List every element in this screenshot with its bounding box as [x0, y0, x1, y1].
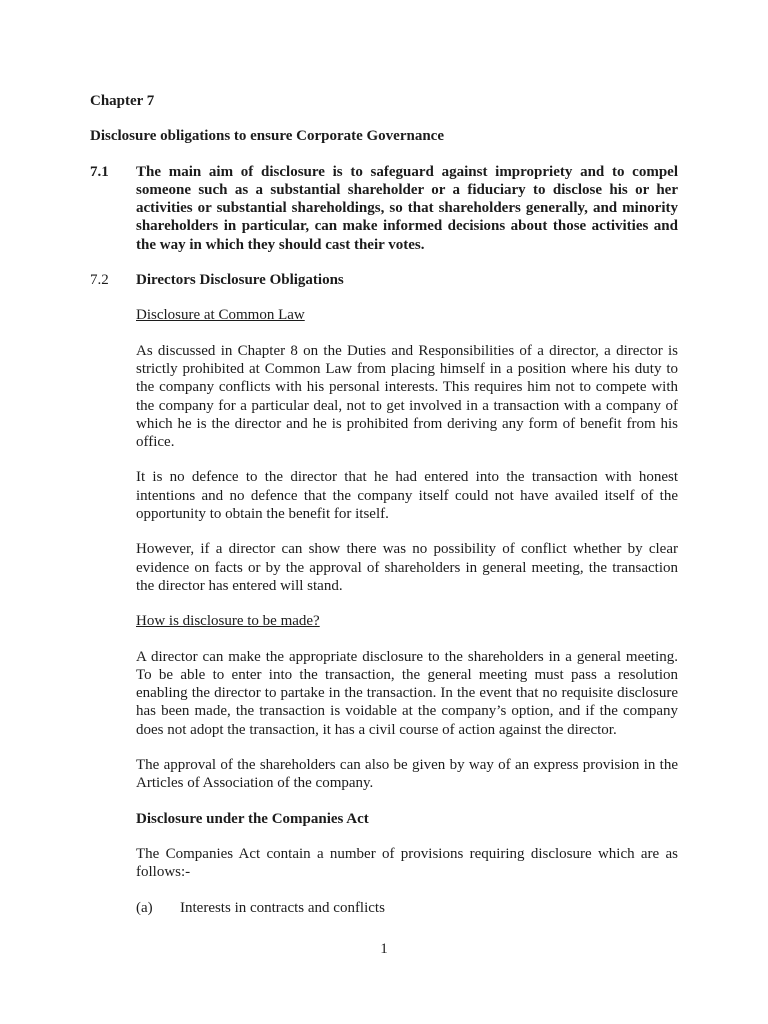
paragraph-how-disclosure-1: A director can make the appropriate disclosure to the shareholders in a general meeting. To be able to enter into the transaction, the general meeting must pass a resolution enabling the director to partake in the transaction. In the event that no requisite disclosure has been made, the transaction is voidable at the company’s option, and if the company does not adopt the transaction, it has a civil course of action against the director.	[136, 648, 678, 738]
paragraph-companies-act-intro: The Companies Act contain a number of provisions requiring disclosure which are as follows:-	[136, 845, 678, 881]
heading-text: How is disclosure to be made?	[136, 613, 320, 630]
section-heading: Directors Disclosure Obligations	[136, 272, 344, 289]
companies-act-heading: Disclosure under the Companies Act	[136, 810, 369, 827]
common-law-heading	[136, 306, 678, 324]
list-marker: (a)	[136, 899, 153, 916]
paragraph-common-law-3: However, if a director can show there was no possibility of conflict whether by clear evidence on facts or by the approval of shareholders in general meeting, the transaction the director has entered will stand.	[136, 541, 678, 594]
page-number: 1	[380, 941, 388, 957]
paragraph-how-disclosure-2: The approval of the shareholders can also be given by way of an express provision in the Articles of Association of the company.	[136, 757, 678, 792]
chapter-heading: Chapter 7	[90, 93, 155, 109]
page-content	[90, 92, 678, 934]
list-item-a	[136, 899, 678, 917]
section-7-2	[90, 271, 678, 289]
section-text: The main aim of disclosure is to safeguard against impropriety and to compel someone such as a substantial shareholder or a fiduciary to disclose his or her activities or substantial shareholdings, so that shareholders generally, and minority shareholders in particular, can make informed decisions about those activities and the way in which they should cast their votes.	[136, 163, 678, 253]
paragraph-common-law-1: As discussed in Chapter 8 on the Duties and Responsibilities of a director, a director is strictly prohibited at Common Law from placing himself in a position where his duty to the company conflicts with his personal interests. This requires him not to compete with the company for a particular deal, not to get involved in a transaction with a company of which he is the director and he is prohibited from deriving any form of benefit from his office.	[136, 342, 678, 451]
section-number: 7.1	[90, 163, 109, 180]
section-number: 7.2	[90, 272, 109, 289]
document-title: Disclosure obligations to ensure Corporate Governance	[90, 128, 445, 145]
how-disclosure-heading	[136, 612, 678, 630]
heading-text: Disclosure at Common Law	[136, 307, 305, 324]
paragraph-common-law-2: It is no defence to the director that he had entered into the transaction with honest intentions and no defence that the company itself could not have availed itself of the opportunity to obtain the benefit for itself.	[136, 469, 678, 523]
section-7-1	[90, 163, 678, 254]
list-item-text: Interests in contracts and conflicts	[180, 899, 385, 916]
